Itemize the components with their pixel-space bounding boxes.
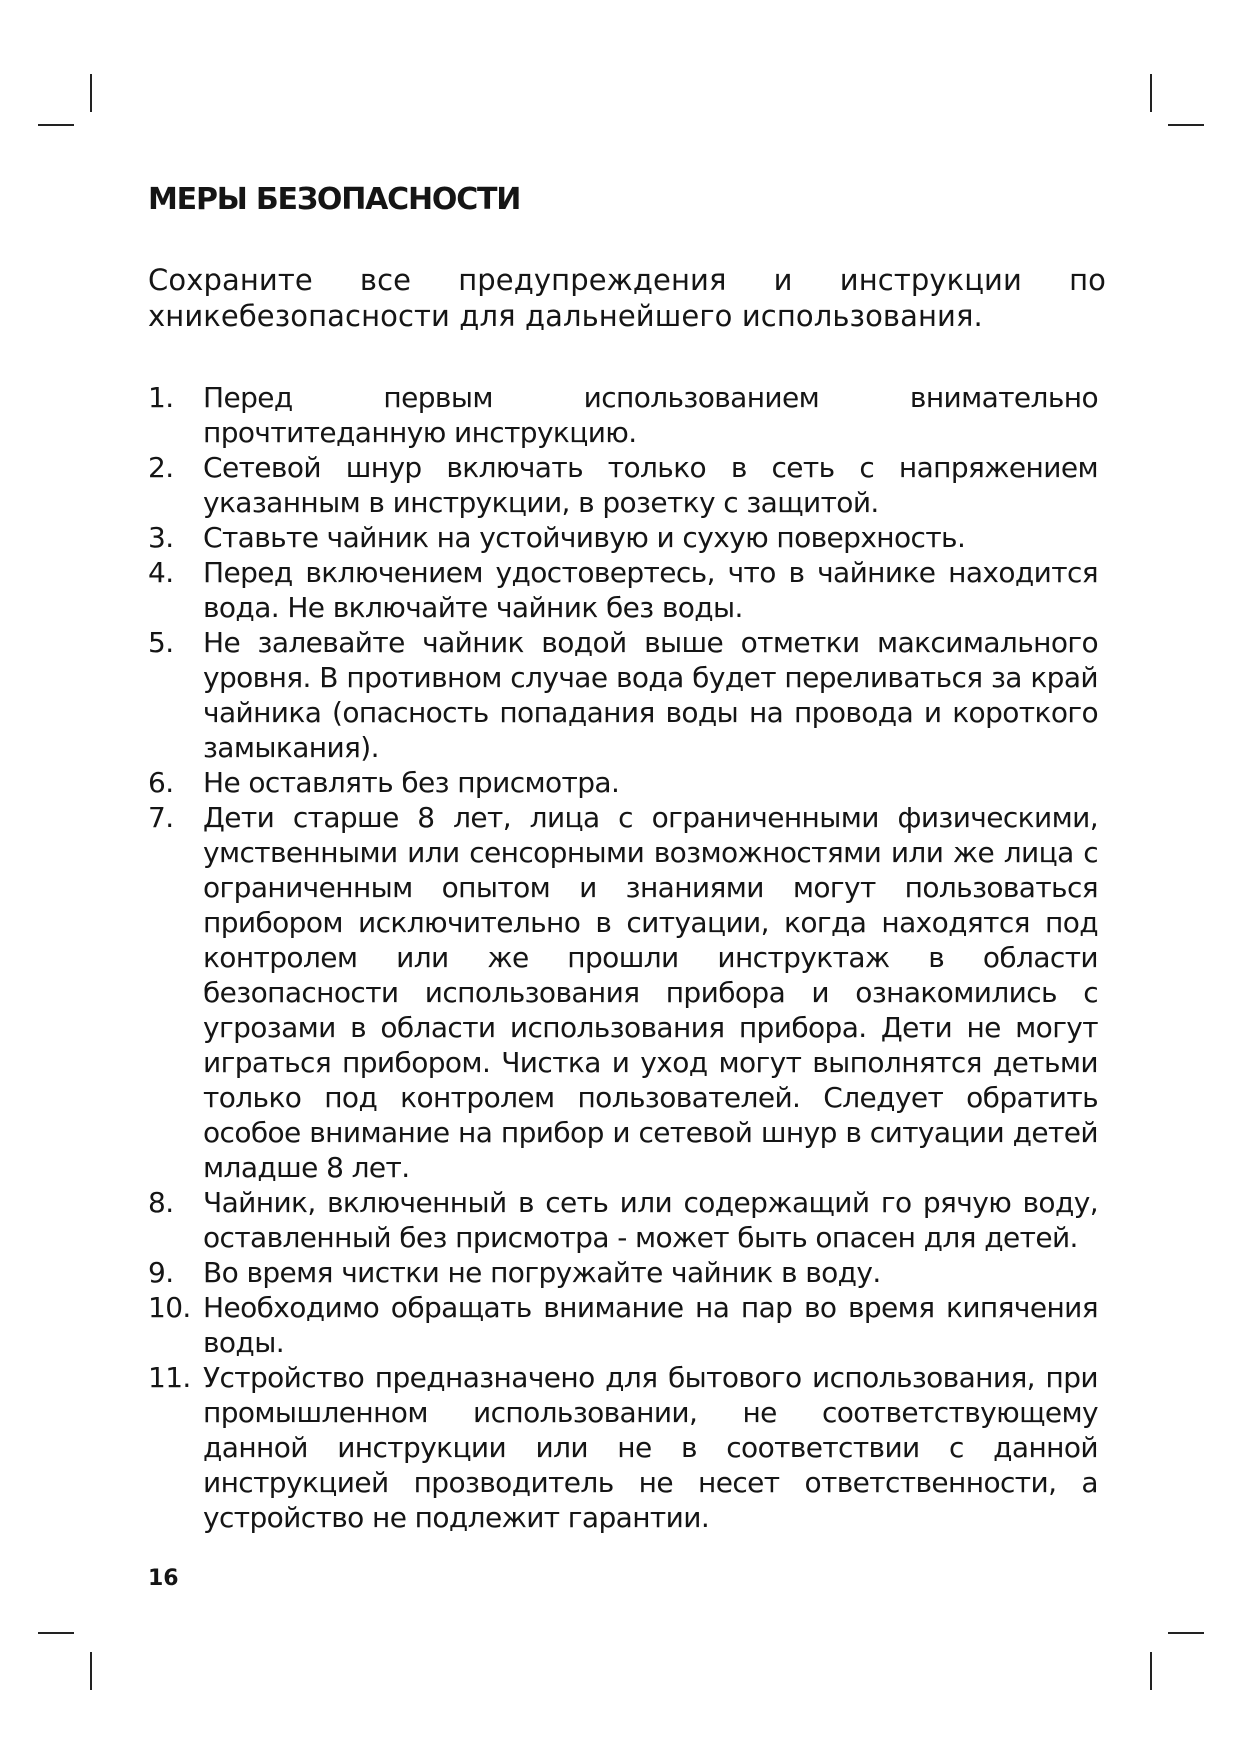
crop-mark-bottom-right-horizontal [1168, 1632, 1204, 1634]
list-item-number: 3. [148, 521, 174, 554]
list-item [148, 765, 1098, 800]
crop-mark-top-right-horizontal [1168, 124, 1204, 126]
safety-rules-list [148, 380, 1098, 1535]
page-number: 16 [148, 1566, 179, 1591]
crop-mark-bottom-left-horizontal [38, 1632, 74, 1634]
list-item-number: 6. [148, 766, 174, 799]
list-item-text: Во время чистки не погружайте чайник в воду. [203, 1256, 881, 1289]
list-item [148, 450, 1098, 520]
list-item-number: 9. [148, 1256, 174, 1289]
list-item [148, 380, 1098, 450]
intro-paragraph: Сохраните все предупреждения и инструкции по хникебезопасности для дальнейшего использования. [148, 263, 1106, 333]
crop-mark-top-right-vertical [1150, 74, 1152, 112]
list-item-number: 7. [148, 801, 174, 834]
list-item-text: Ставьте чайник на устойчивую и сухую поверхность. [203, 521, 966, 554]
page-title: МЕРЫ БЕЗОПАСНОСТИ [148, 182, 521, 217]
list-item [148, 520, 1098, 555]
list-item-number: 5. [148, 626, 174, 659]
list-item [148, 625, 1098, 765]
list-item [148, 555, 1098, 625]
crop-mark-bottom-left-vertical [90, 1652, 92, 1690]
crop-mark-top-left-horizontal [38, 124, 74, 126]
list-item [148, 1360, 1098, 1535]
list-item-number: 10. [148, 1291, 191, 1324]
list-item-text: Не залевайте чайник водой выше отметки максимального уровня. В противном случае вода будет переливаться за край чайника (опасность попадания воды на провода и короткого замыкания). [203, 626, 1098, 764]
list-item [148, 1290, 1098, 1360]
list-item-text: Дети старше 8 лет, лица с ограниченными физическими, умственными или сенсорными возможностями или же лица с ограниченным опытом и знаниями могут пользоваться прибором исключительно в ситуации, когда находятся под контролем или же прошли инструктаж в области безопасности использования прибора и ознакомились с угрозами в области использования прибора. Дети не могут играться прибором. Чистка и уход могут выполнятся детьми только под контролем пользователей. Следует обратить особое внимание на прибор и сетевой шнур в ситуации детей младше 8 лет. [203, 801, 1098, 1184]
list-item-text: Перед включением удостовертесь, что в чайнике находится вода. Не включайте чайник без воды. [203, 556, 1098, 624]
list-item-number: 1. [148, 381, 174, 414]
crop-mark-bottom-right-vertical [1150, 1652, 1152, 1690]
list-item-text: Необходимо обращать внимание на пар во время кипячения воды. [203, 1291, 1098, 1359]
list-item-text: Сетевой шнур включать только в сеть с напряжением указанным в инструкции, в розетку с защитой. [203, 451, 1098, 519]
list-item-number: 2. [148, 451, 174, 484]
list-item [148, 1185, 1098, 1255]
list-item-number: 11. [148, 1361, 191, 1394]
list-item [148, 800, 1098, 1185]
list-item [148, 1255, 1098, 1290]
list-item-text: Чайник, включенный в сеть или содержащий го рячую воду, оставленный без присмотра - может быть опасен для детей. [203, 1186, 1098, 1254]
list-item-number: 8. [148, 1186, 174, 1219]
crop-mark-top-left-vertical [90, 74, 92, 112]
list-item-number: 4. [148, 556, 174, 589]
list-item-text: Не оставлять без присмотра. [203, 766, 620, 799]
list-item-text: Устройство предназначено для бытового использования, при промышленном использовании, не соответствующему данной инструкции или не в соответствии с данной инструкцией прозводитель не несет ответственности, а устройство не подлежит гарантии. [203, 1361, 1098, 1534]
list-item-text: Перед первым использованием внимательно прочтитеданную инструкцию. [203, 381, 1098, 449]
